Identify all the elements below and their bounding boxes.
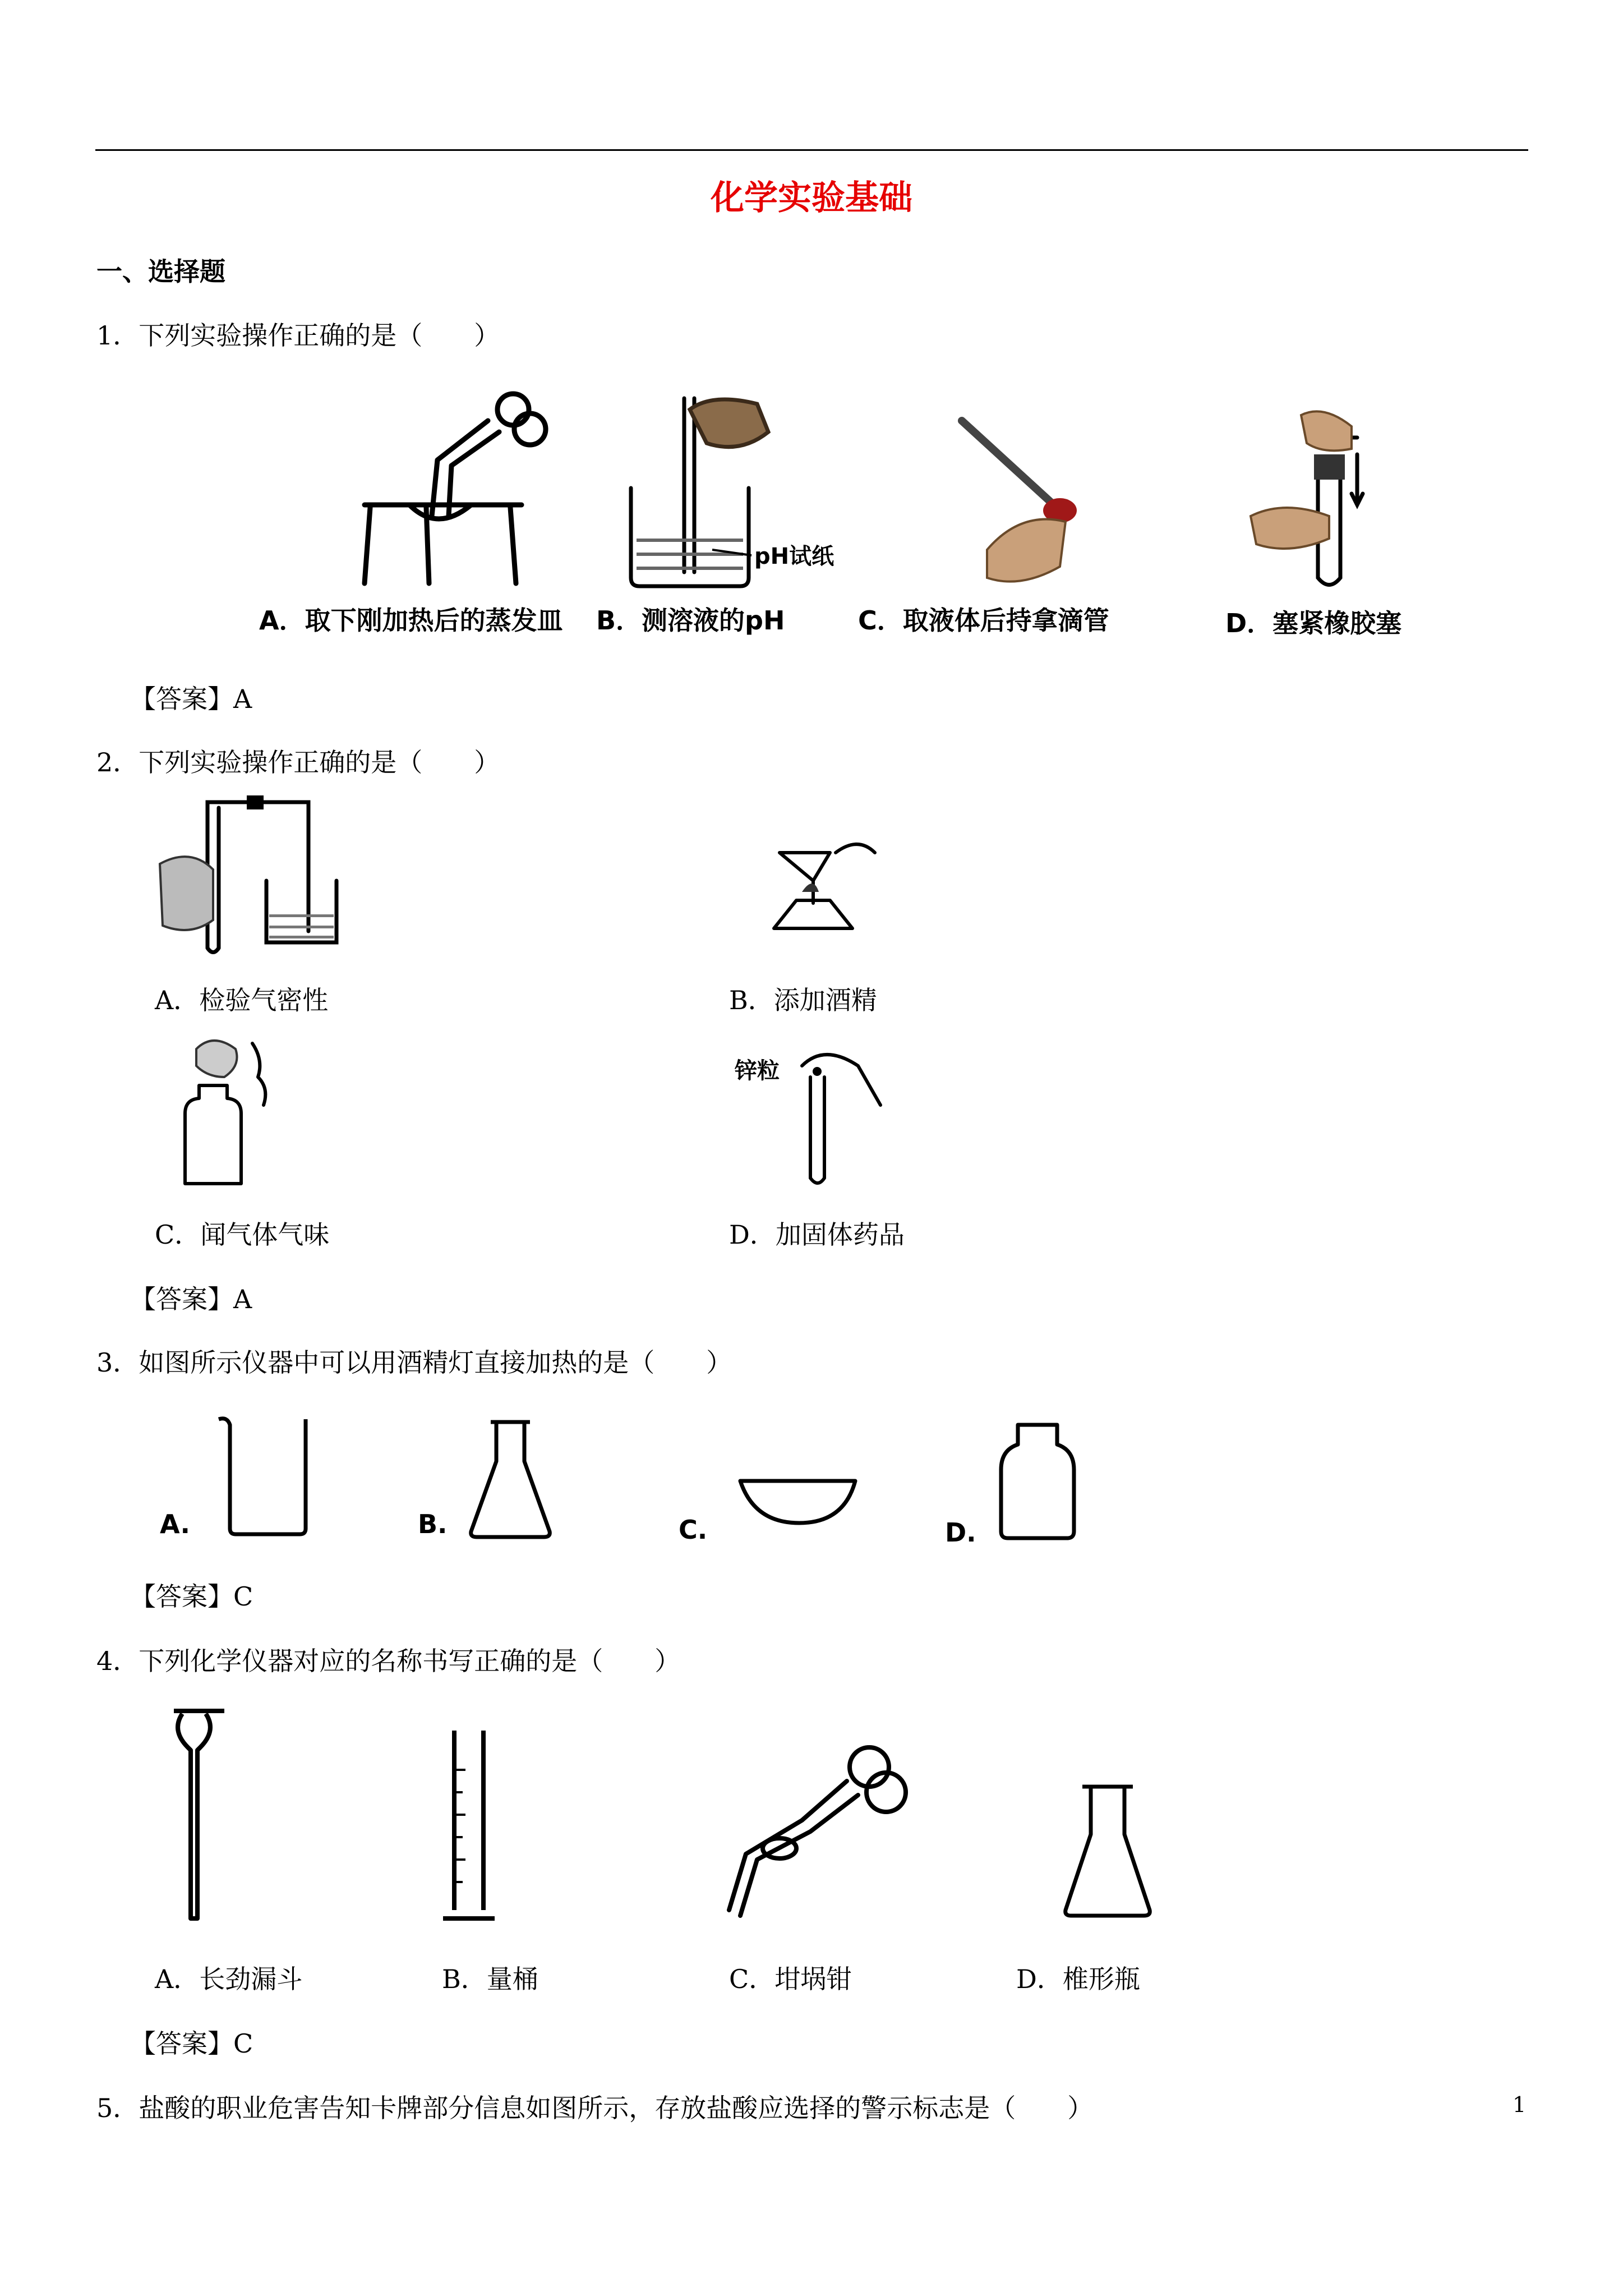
q4-option-c: C．坩埚钳	[729, 1964, 852, 1994]
question-3-answer: 【答案】C	[130, 1581, 253, 1612]
evaporating-dish-tongs-figure	[353, 387, 578, 595]
q4-option-a: A．长劲漏斗	[155, 1964, 303, 1994]
q2-option-a: A．检验气密性	[155, 985, 329, 1015]
conical-flask-figure	[465, 1416, 555, 1540]
question-4-answer: 【答案】C	[130, 2028, 253, 2059]
header-rule	[95, 149, 1528, 151]
page-number: 1	[1513, 2092, 1527, 2117]
q1-label-d: D．塞紧橡胶塞	[1225, 608, 1402, 638]
dropper-hand-figure	[953, 409, 1088, 595]
q3-label-a: A.	[160, 1509, 190, 1539]
rubber-stopper-figure	[1245, 404, 1391, 595]
q2-option-c: C．闻气体气味	[155, 1220, 330, 1250]
question-2-answer: 【答案】A	[130, 1284, 252, 1314]
airtightness-check-figure	[157, 791, 348, 959]
conical-flask-q4-figure	[1060, 1781, 1155, 1921]
long-neck-funnel-figure	[168, 1705, 236, 1924]
question-1-stem: 1．下列实验操作正确的是（ ）	[96, 320, 500, 351]
q4-option-b: B．量桶	[442, 1964, 538, 1994]
page-title: 化学实验基础	[711, 178, 912, 218]
measuring-cylinder-figure	[437, 1725, 505, 1927]
q3-label-d: D.	[945, 1517, 976, 1548]
q1-label-a: A．取下刚加热后的蒸发皿	[259, 605, 563, 636]
add-alcohol-figure	[757, 830, 880, 942]
q2-option-d: D．加固体药品	[729, 1220, 905, 1250]
question-5-stem: 5．盐酸的职业危害告知卡牌部分信息如图所示，存放盐酸应选择的警示标志是（ ）	[96, 2093, 1094, 2123]
evaporating-dish-figure	[737, 1475, 861, 1531]
question-1-answer: 【答案】A	[130, 684, 252, 714]
crucible-tongs-figure	[718, 1742, 909, 1921]
q3-label-c: C.	[679, 1515, 708, 1545]
smell-gas-figure	[174, 1032, 286, 1184]
zinc-granule-label: 锌粒	[735, 1058, 780, 1084]
beaker-figure	[216, 1414, 317, 1537]
q4-option-d: D．椎形瓶	[1016, 1964, 1140, 1994]
q1-label-b: B．测溶液的pH	[596, 605, 785, 636]
q2-option-b: B．添加酒精	[729, 985, 877, 1015]
ph-paper-label: pH试纸	[754, 544, 834, 569]
question-3-stem: 3．如图所示仪器中可以用酒精灯直接加热的是（ ）	[96, 1347, 732, 1378]
question-4-stem: 4．下列化学仪器对应的名称书写正确的是（ ）	[96, 1646, 681, 1676]
section-heading: 一、选择题	[96, 256, 225, 287]
q1-label-c: C．取液体后持拿滴管	[858, 605, 1109, 636]
q3-label-b: B.	[418, 1509, 448, 1539]
reagent-bottle-figure	[995, 1419, 1080, 1543]
question-2-stem: 2．下列实验操作正确的是（ ）	[96, 747, 500, 777]
